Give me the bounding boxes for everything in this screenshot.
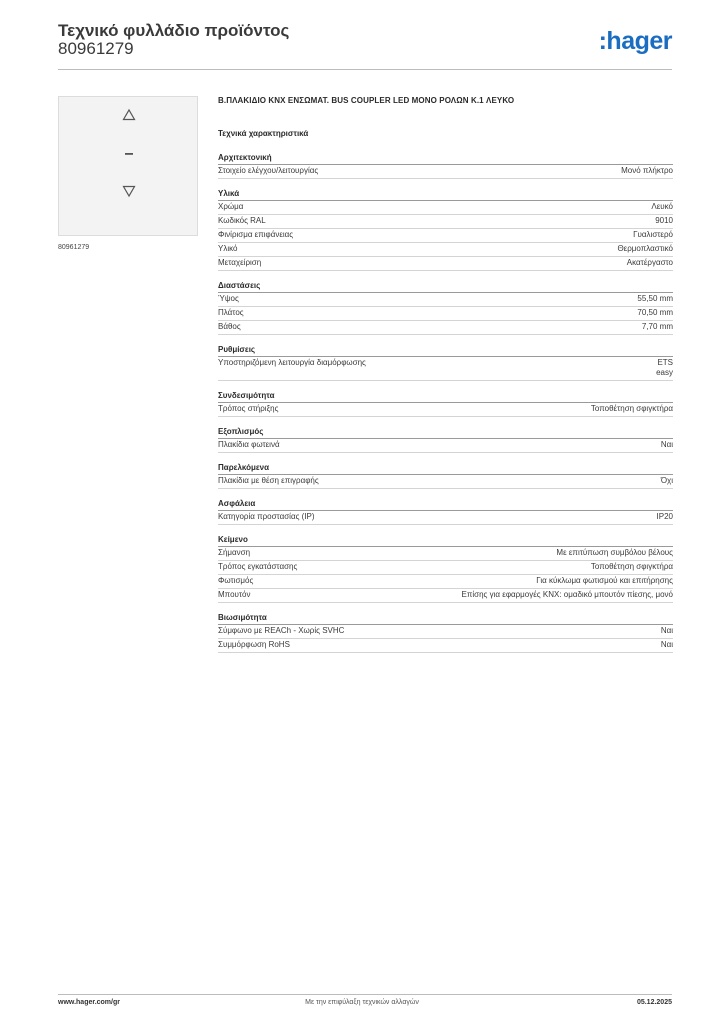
section-title: Κείμενο xyxy=(218,534,673,547)
spec-value: Για κύκλωμα φωτισμού και επιτήρησης xyxy=(536,576,673,585)
spec-section xyxy=(218,426,673,453)
spec-row xyxy=(218,307,673,321)
spec-row xyxy=(218,293,673,307)
section-title: Παρελκόμενα xyxy=(218,462,673,475)
section-title: Διαστάσεις xyxy=(218,280,673,293)
spec-value: Θερμοπλαστικό xyxy=(617,244,673,253)
section-title: Εξοπλισμός xyxy=(218,426,673,439)
spec-value: Τοποθέτηση σφιγκτήρα xyxy=(590,404,673,413)
dash-icon xyxy=(125,153,133,155)
spec-row xyxy=(218,403,673,417)
spec-row xyxy=(218,625,673,639)
spec-row xyxy=(218,475,673,489)
spec-label: Τρόπος στήριξης xyxy=(218,404,279,413)
section-title: Ασφάλεια xyxy=(218,498,673,511)
spec-value: 7,70 mm xyxy=(641,322,673,331)
spec-label: Πλακίδια φωτεινά xyxy=(218,440,280,449)
footer-note: Με την επιφύλαξη τεχνικών αλλαγών xyxy=(305,999,419,1006)
spec-value: 55,50 mm xyxy=(637,294,673,303)
spec-value: Με επιτύπωση συμβόλου βέλους xyxy=(556,548,673,557)
product-image xyxy=(58,96,198,236)
spec-value: 9010 xyxy=(655,216,673,225)
spec-label: Σύμφωνο με REACh - Χωρίς SVHC xyxy=(218,626,345,635)
spec-value: 70,50 mm xyxy=(637,308,673,317)
hager-logo: :hager xyxy=(598,27,672,55)
spec-section xyxy=(218,534,673,603)
spec-value: Ακατέργαστο xyxy=(626,258,673,267)
spec-label: Συμμόρφωση RoHS xyxy=(218,640,290,649)
spec-value: Λευκό xyxy=(651,202,673,211)
spec-sections xyxy=(218,152,673,653)
page-title: Τεχνικό φυλλάδιο προϊόντος xyxy=(58,21,290,40)
spec-label: Βάθος xyxy=(218,322,241,331)
spec-label: Πλάτος xyxy=(218,308,244,317)
product-name: Β.ΠΛΑΚΙΔΙΟ KNX ΕΝΣΩΜΑΤ. BUS COUPLER LED ΜΟΝΟ ΡΟΛΩΝ K.1 ΛΕΥΚΟ xyxy=(218,96,515,105)
spec-row xyxy=(218,215,673,229)
section-title: Υλικά xyxy=(218,188,673,201)
image-caption-code: 80961279 xyxy=(58,244,90,251)
spec-value: Επίσης για εφαρμογές KNX: ομαδικό μπουτόν πίεσης, μονό xyxy=(461,590,673,599)
footer-divider xyxy=(58,994,672,995)
spec-label: Σήμανση xyxy=(218,548,251,557)
spec-row xyxy=(218,357,673,381)
spec-label: Πλακίδια με θέση επιγραφής xyxy=(218,476,319,485)
spec-row xyxy=(218,257,673,271)
header-divider xyxy=(58,69,672,70)
page-product-code: 80961279 xyxy=(58,39,134,58)
spec-value: IP20 xyxy=(656,512,673,521)
spec-value: Ναι xyxy=(660,626,673,635)
spec-value: Τοποθέτηση σφιγκτήρα xyxy=(590,562,673,571)
section-title: Βιωσιμότητα xyxy=(218,612,673,625)
spec-label: Ύψος xyxy=(218,294,239,303)
spec-label: Χρώμα xyxy=(218,202,244,211)
section-title: Συνδεσιμότητα xyxy=(218,390,673,403)
spec-label: Φωτισμός xyxy=(218,576,254,585)
spec-content xyxy=(218,96,673,662)
spec-section xyxy=(218,280,673,335)
spec-section xyxy=(218,188,673,271)
spec-row xyxy=(218,511,673,525)
spec-row xyxy=(218,561,673,575)
spec-row xyxy=(218,575,673,589)
spec-row xyxy=(218,589,673,603)
footer-website: www.hager.com/gr xyxy=(58,999,120,1006)
spec-label: Στοιχείο ελέγχου/λειτουργίας xyxy=(218,166,319,175)
spec-row xyxy=(218,229,673,243)
spec-section xyxy=(218,462,673,489)
spec-section xyxy=(218,390,673,417)
spec-section xyxy=(218,344,673,381)
section-title: Ρυθμίσεις xyxy=(218,344,673,357)
triangle-up-icon xyxy=(124,110,135,120)
spec-label: Υλικό xyxy=(218,244,238,253)
spec-row xyxy=(218,439,673,453)
spec-value: Όχι xyxy=(660,476,673,485)
spec-label: Κωδικός RAL xyxy=(218,216,266,225)
spec-label: Υποστηριζόμενη λειτουργία διαμόρφωσης xyxy=(218,358,366,367)
spec-label: Μεταχείριση xyxy=(218,258,262,267)
spec-row xyxy=(218,165,673,179)
spec-label: Φινίρισμα επιφάνειας xyxy=(218,230,294,239)
spec-row xyxy=(218,243,673,257)
spec-value: ETS easy xyxy=(656,358,673,377)
spec-value: Γυαλιστερό xyxy=(633,230,673,239)
spec-heading: Τεχνικά χαρακτηριστικά xyxy=(218,129,309,138)
spec-label: Τρόπος εγκατάστασης xyxy=(218,562,298,571)
spec-value: Μονό πλήκτρο xyxy=(621,166,673,175)
spec-section xyxy=(218,498,673,525)
spec-section xyxy=(218,152,673,179)
spec-row xyxy=(218,639,673,653)
footer-date: 05.12.2025 xyxy=(636,999,672,1006)
triangle-down-icon xyxy=(124,187,135,197)
spec-row xyxy=(218,201,673,215)
spec-value: Ναι xyxy=(660,440,673,449)
section-title: Αρχιτεκτονική xyxy=(218,152,673,165)
spec-value: Ναι xyxy=(660,640,673,649)
spec-row xyxy=(218,321,673,335)
spec-label: Κατηγορία προστασίας (IP) xyxy=(218,512,315,521)
spec-label: Μπουτόν xyxy=(218,590,251,599)
spec-section xyxy=(218,612,673,653)
spec-row xyxy=(218,547,673,561)
